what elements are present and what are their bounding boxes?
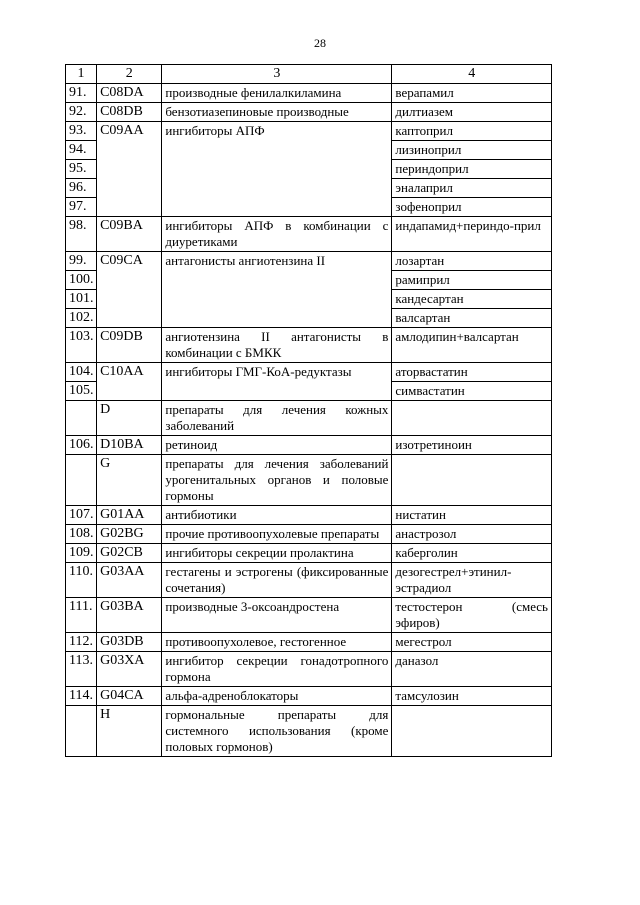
drug-name: верапамил <box>392 84 552 103</box>
row-number: 97. <box>66 198 97 217</box>
drug-name: валсартан <box>392 309 552 328</box>
pharm-group: препараты для лечения заболеваний урогенитальных органов и половые гормоны <box>162 455 392 506</box>
column-header: 2 <box>97 65 162 84</box>
table-row <box>66 363 552 382</box>
atc-code: G <box>97 455 162 506</box>
drug-name: периндоприл <box>392 160 552 179</box>
table-row <box>66 455 552 506</box>
drug-name: анастрозол <box>392 525 552 544</box>
row-number: 110. <box>66 563 97 598</box>
drug-name: даназол <box>392 652 552 687</box>
table-row <box>66 687 552 706</box>
atc-code: C09CA <box>97 252 162 328</box>
pharm-group: ингибиторы АПФ <box>162 122 392 217</box>
column-header: 3 <box>162 65 392 84</box>
table-row <box>66 328 552 363</box>
drug-name: индапамид+периндо-прил <box>392 217 552 252</box>
pharm-group: противоопухолевое, гестогенное <box>162 633 392 652</box>
row-number: 113. <box>66 652 97 687</box>
pharm-group: ингибитор секреции гонадотропного гормона <box>162 652 392 687</box>
table-row <box>66 252 552 271</box>
drug-name: зофеноприл <box>392 198 552 217</box>
pharm-group: ангиотензина II антагонисты в комбинации с БМКК <box>162 328 392 363</box>
drug-name <box>392 401 552 436</box>
atc-code: G04CA <box>97 687 162 706</box>
pharm-group: гормональные препараты для системного использования (кроме половых гормонов) <box>162 706 392 757</box>
drug-name: мегестрол <box>392 633 552 652</box>
table-row <box>66 122 552 141</box>
row-number: 108. <box>66 525 97 544</box>
table-row <box>66 563 552 598</box>
column-header: 4 <box>392 65 552 84</box>
drug-name: тамсулозин <box>392 687 552 706</box>
drug-name: лозартан <box>392 252 552 271</box>
atc-code: C09AA <box>97 122 162 217</box>
drug-name: дезогестрел+этинил-эстрадиол <box>392 563 552 598</box>
row-number <box>66 706 97 757</box>
atc-code: G03BA <box>97 598 162 633</box>
atc-code: H <box>97 706 162 757</box>
table-row <box>66 544 552 563</box>
table-row <box>66 633 552 652</box>
drug-name: изотретиноин <box>392 436 552 455</box>
drug-name <box>392 455 552 506</box>
pharm-group: альфа-адреноблокаторы <box>162 687 392 706</box>
pharm-group: прочие противоопухолевые препараты <box>162 525 392 544</box>
pharm-group: ингибиторы ГМГ-КоА-редуктазы <box>162 363 392 401</box>
pharm-group: препараты для лечения кожных заболеваний <box>162 401 392 436</box>
row-number: 99. <box>66 252 97 271</box>
atc-code: C08DB <box>97 103 162 122</box>
drug-name: эналаприл <box>392 179 552 198</box>
row-number: 112. <box>66 633 97 652</box>
pharm-group: бензотиазепиновые производные <box>162 103 392 122</box>
drug-name: дилтиазем <box>392 103 552 122</box>
row-number: 100. <box>66 271 97 290</box>
table-row <box>66 436 552 455</box>
row-number: 104. <box>66 363 97 382</box>
drug-table <box>65 64 552 757</box>
atc-code: G03DB <box>97 633 162 652</box>
table-row <box>66 598 552 633</box>
row-number: 105. <box>66 382 97 401</box>
table-row <box>66 506 552 525</box>
atc-code: G01AA <box>97 506 162 525</box>
row-number: 101. <box>66 290 97 309</box>
row-number: 107. <box>66 506 97 525</box>
pharm-group: антибиотики <box>162 506 392 525</box>
page-number: 28 <box>314 36 326 50</box>
table-row <box>66 525 552 544</box>
atc-code: C09DB <box>97 328 162 363</box>
row-number: 98. <box>66 217 97 252</box>
row-number <box>66 455 97 506</box>
table-row <box>66 706 552 757</box>
table-row <box>66 103 552 122</box>
pharm-group: производные фенилалкиламина <box>162 84 392 103</box>
row-number: 103. <box>66 328 97 363</box>
row-number: 109. <box>66 544 97 563</box>
table-row <box>66 84 552 103</box>
drug-name: амлодипин+валсартан <box>392 328 552 363</box>
table-row <box>66 217 552 252</box>
table-row <box>66 652 552 687</box>
row-number <box>66 401 97 436</box>
row-number: 106. <box>66 436 97 455</box>
row-number: 95. <box>66 160 97 179</box>
drug-name: лизиноприл <box>392 141 552 160</box>
atc-code: G03XA <box>97 652 162 687</box>
drug-name: рамиприл <box>392 271 552 290</box>
atc-code: G02BG <box>97 525 162 544</box>
row-number: 92. <box>66 103 97 122</box>
table-row <box>66 401 552 436</box>
row-number: 96. <box>66 179 97 198</box>
drug-name: нистатин <box>392 506 552 525</box>
table-header-row <box>66 65 552 84</box>
drug-name <box>392 706 552 757</box>
atc-code: D10BA <box>97 436 162 455</box>
pharm-group: гестагены и эстрогены (фиксированные сочетания) <box>162 563 392 598</box>
pharm-group: ретиноид <box>162 436 392 455</box>
drug-name: каберголин <box>392 544 552 563</box>
pharm-group: антагонисты ангиотензина II <box>162 252 392 328</box>
atc-code: C09BA <box>97 217 162 252</box>
drug-name: аторвастатин <box>392 363 552 382</box>
row-number: 102. <box>66 309 97 328</box>
atc-code: C08DA <box>97 84 162 103</box>
column-header: 1 <box>66 65 97 84</box>
atc-code: G03AA <box>97 563 162 598</box>
row-number: 111. <box>66 598 97 633</box>
drug-name: каптоприл <box>392 122 552 141</box>
atc-code: G02CB <box>97 544 162 563</box>
row-number: 93. <box>66 122 97 141</box>
pharm-group: производные 3-оксоандростена <box>162 598 392 633</box>
row-number: 91. <box>66 84 97 103</box>
pharm-group: ингибиторы секреции пролактина <box>162 544 392 563</box>
drug-name: симвастатин <box>392 382 552 401</box>
drug-name: тестостерон (смесь эфиров) <box>392 598 552 633</box>
drug-name: кандесартан <box>392 290 552 309</box>
row-number: 94. <box>66 141 97 160</box>
atc-code: C10AA <box>97 363 162 401</box>
pharm-group: ингибиторы АПФ в комбинации с диуретиками <box>162 217 392 252</box>
row-number: 114. <box>66 687 97 706</box>
atc-code: D <box>97 401 162 436</box>
